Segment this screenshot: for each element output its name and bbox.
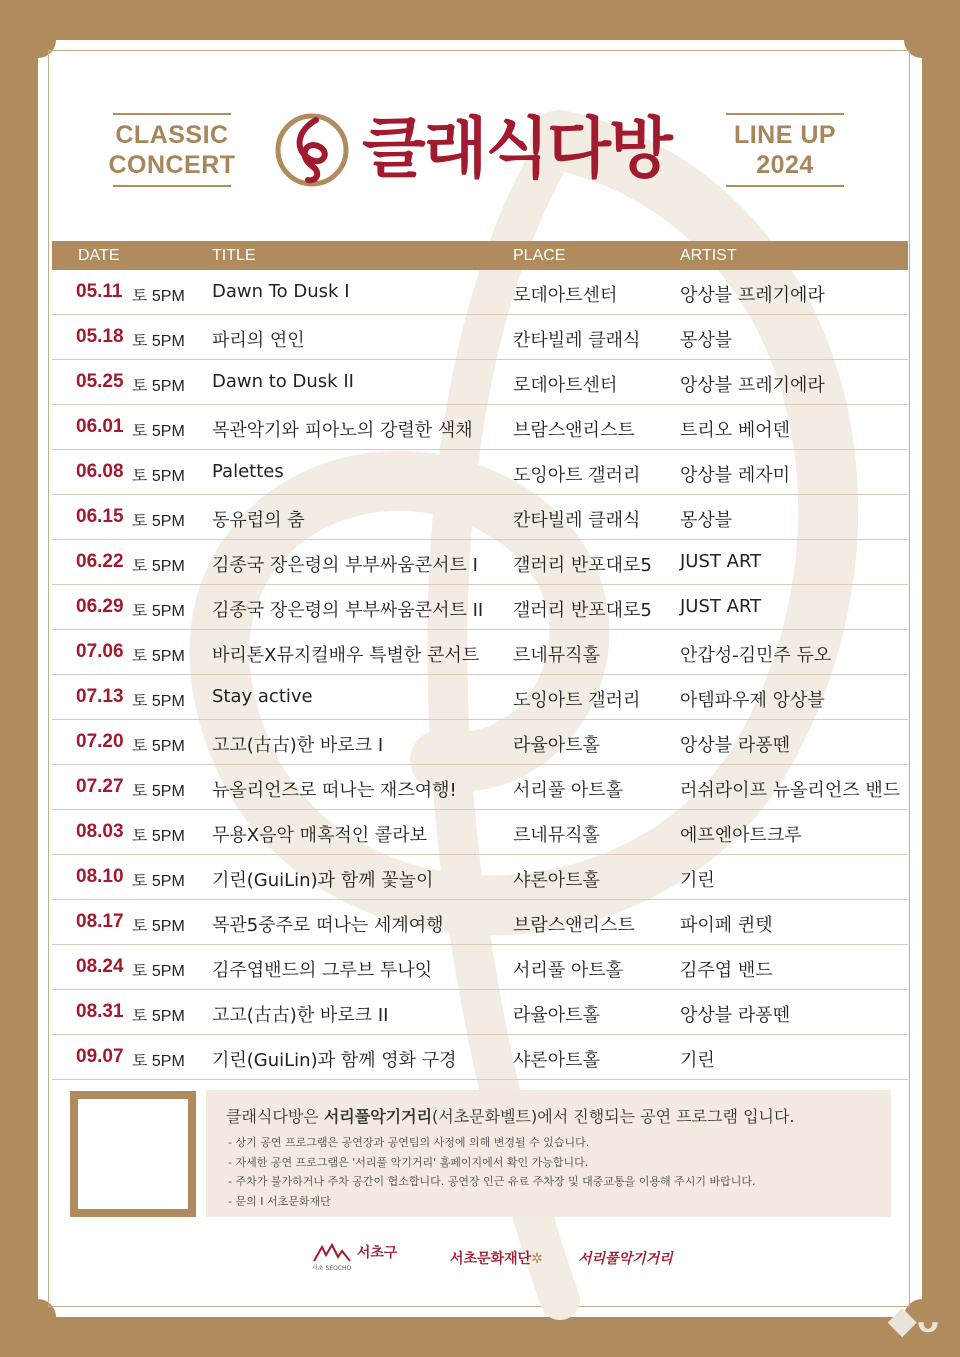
row-artist: 김주엽 밴드	[680, 960, 773, 981]
row-artist: 트리오 베어덴	[680, 420, 791, 441]
row-place: 르네뮤직홀	[513, 825, 600, 846]
seocho-sub: 서초 SEOCHO	[312, 1265, 352, 1272]
header-right-line1: LINE UP	[733, 121, 837, 149]
row-date: 08.10	[76, 866, 124, 887]
row-day: 토 5PM	[132, 423, 185, 440]
info-note: - 문의 I 서초문화재단	[228, 1194, 331, 1208]
col-date: DATE	[78, 247, 120, 264]
row-place: 칸타빌레 클래식	[513, 510, 641, 531]
row-day: 토 5PM	[132, 873, 185, 890]
row-title: 동유럽의 춤	[212, 510, 305, 531]
row-place: 도잉아트 갤러리	[513, 690, 641, 711]
table-row	[52, 360, 908, 405]
row-title: 기린(GuiLin)과 함께 영화 구경	[212, 1050, 457, 1071]
row-title: Stay active	[212, 686, 313, 707]
row-artist: 기린	[680, 870, 715, 891]
row-date: 07.27	[76, 776, 124, 797]
classic-concert-label	[108, 113, 236, 187]
row-day: 토 5PM	[132, 333, 185, 350]
row-place: 라율아트홀	[513, 1005, 600, 1026]
row-day: 토 5PM	[132, 558, 185, 575]
row-place: 르네뮤직홀	[513, 645, 600, 666]
row-date: 06.01	[76, 416, 124, 437]
row-artist: JUST ART	[680, 596, 762, 617]
row-date: 06.15	[76, 506, 124, 527]
sponsor-logos	[0, 1236, 960, 1276]
row-title: Dawn to Dusk II	[212, 371, 354, 392]
page-title: 클래식다방	[362, 110, 671, 187]
row-title: 김종국 장은령의 부부싸움콘서트 II	[212, 600, 484, 621]
row-title: 뉴올리언즈로 떠나는 재즈여행!	[212, 780, 457, 801]
row-artist: 러쉬라이프 뉴올리언즈 밴드	[680, 780, 901, 801]
row-day: 토 5PM	[132, 693, 185, 710]
row-day: 토 5PM	[132, 918, 185, 935]
row-artist: 파이페 퀸텟	[680, 915, 773, 936]
info-main-bold: 서리풀악기거리	[323, 1107, 433, 1126]
row-day: 토 5PM	[132, 828, 185, 845]
row-day: 토 5PM	[132, 783, 185, 800]
info-note: - 주차가 불가하거나 주차 공간이 협소합니다. 공연장 인근 유료 주차장 및 대중교통을 이용해 주시기 바랍니다.	[228, 1175, 756, 1188]
row-day: 토 5PM	[132, 1008, 185, 1025]
row-title: 기린(GuiLin)과 함께 꽃놀이	[212, 870, 434, 891]
qr-code-area	[78, 1099, 188, 1209]
street-logo	[578, 1248, 673, 1268]
table-row	[52, 855, 908, 900]
info-main-pre: 클래식다방은	[226, 1107, 324, 1126]
row-day: 토 5PM	[132, 738, 185, 755]
row-title: 목관악기와 피아노의 강렬한 색채	[212, 420, 473, 441]
street-name: 서리풀악기거리	[578, 1251, 673, 1267]
row-date: 07.06	[76, 641, 124, 662]
row-date: 05.11	[76, 281, 123, 302]
row-title: 무용X음악 매혹적인 콜라보	[212, 825, 428, 846]
row-artist: 아템파우제 앙상블	[680, 690, 825, 711]
table-row	[52, 585, 908, 630]
row-artist: 앙상블 프레기에라	[680, 375, 825, 396]
table-row	[52, 450, 908, 495]
schedule-table	[52, 241, 908, 1080]
table-row	[52, 1035, 908, 1080]
lineup-label	[726, 113, 844, 187]
info-box	[206, 1090, 891, 1217]
row-day: 토 5PM	[132, 963, 185, 980]
col-place: PLACE	[513, 247, 566, 264]
row-title: Palettes	[212, 461, 284, 482]
row-artist: 앙상블 레자미	[680, 465, 791, 486]
row-title: 파리의 연인	[212, 330, 305, 351]
table-row	[52, 900, 908, 945]
row-place: 브람스앤리스트	[513, 915, 635, 936]
row-artist: 기린	[680, 1050, 715, 1071]
row-place: 라율아트홀	[513, 735, 600, 756]
frame-corner	[904, 22, 940, 58]
table-row	[52, 315, 908, 360]
info-main-text	[226, 1104, 795, 1127]
row-title: 고고(古古)한 바로크 I	[212, 735, 384, 756]
publisher-watermark-icon: ◆ᴗ	[888, 1299, 940, 1340]
row-title: 바리톤X뮤지컬배우 특별한 콘서트	[212, 645, 480, 666]
header-left-line1: CLASSIC	[115, 121, 229, 149]
row-artist: 앙상블 라퐁뗀	[680, 735, 791, 756]
row-place: 칸타빌레 클래식	[513, 330, 641, 351]
info-note: - 상기 공연 프로그램은 공연장과 공연팀의 사정에 의해 변경될 수 있습니다.	[228, 1136, 590, 1149]
row-date: 08.17	[76, 911, 124, 932]
frame-corner	[20, 22, 56, 58]
row-date: 06.08	[76, 461, 124, 482]
row-place: 서리풀 아트홀	[513, 960, 624, 981]
row-date: 05.25	[76, 371, 124, 392]
row-date: 08.03	[76, 821, 124, 842]
row-artist: 에프엔아트크루	[680, 825, 802, 846]
seocho-mountain-icon	[312, 1243, 352, 1263]
info-main-post: (서초문화벨트)에서 진행되는 공연 프로그램 입니다.	[432, 1107, 795, 1126]
row-artist: 앙상블 프레기에라	[680, 285, 825, 306]
row-title: 김주엽밴드의 그루브 투나잇	[212, 960, 433, 981]
row-artist: JUST ART	[680, 551, 762, 572]
row-place: 로데아트센터	[513, 285, 618, 306]
row-place: 샤론아트홀	[513, 870, 600, 891]
table-row	[52, 990, 908, 1035]
treble-clef-logo-icon	[272, 108, 352, 188]
row-title: 김종국 장은령의 부부싸움콘서트 I	[212, 555, 478, 576]
row-date: 06.22	[76, 551, 124, 572]
row-artist: 안갑성-김민주 듀오	[680, 645, 832, 666]
row-date: 07.20	[76, 731, 124, 752]
row-date: 05.18	[76, 326, 124, 347]
star-icon: ✲	[531, 1251, 543, 1267]
row-artist: 앙상블 라퐁뗀	[680, 1005, 791, 1026]
header-left-line2: CONCERT	[108, 151, 236, 179]
foundation-name: 서초문화재단	[450, 1251, 532, 1267]
row-date: 08.24	[76, 956, 124, 977]
row-place: 브람스앤리스트	[513, 420, 635, 441]
row-date: 09.07	[76, 1046, 124, 1067]
col-artist: ARTIST	[680, 247, 737, 264]
qr-code[interactable]	[70, 1091, 196, 1217]
table-row	[52, 405, 908, 450]
row-place: 샤론아트홀	[513, 1050, 600, 1071]
row-place: 서리풀 아트홀	[513, 780, 624, 801]
table-row	[52, 765, 908, 810]
info-notes	[228, 1133, 755, 1211]
row-place: 도잉아트 갤러리	[513, 465, 641, 486]
row-day: 토 5PM	[132, 513, 185, 530]
row-title: 고고(古古)한 바로크 II	[212, 1005, 389, 1026]
table-row	[52, 270, 908, 315]
table-row	[52, 810, 908, 855]
row-artist: 몽상블	[680, 510, 733, 531]
row-date: 06.29	[76, 596, 124, 617]
row-date: 07.13	[76, 686, 124, 707]
table-row	[52, 630, 908, 675]
col-title: TITLE	[212, 247, 256, 264]
row-title: Dawn To Dusk I	[212, 281, 350, 302]
row-artist: 몽상블	[680, 330, 733, 351]
table-row	[52, 720, 908, 765]
info-note: - 자세한 공연 프로그램은 '서리풀 악기거리' 홈페이지에서 확인 가능합니다.	[228, 1155, 589, 1169]
table-header	[52, 241, 908, 270]
seocho-logo	[312, 1242, 397, 1272]
table-row	[52, 675, 908, 720]
frame-corner	[20, 1299, 56, 1335]
row-day: 토 5PM	[132, 1053, 185, 1070]
row-place: 갤러리 반포대로5	[513, 555, 652, 576]
row-day: 토 5PM	[132, 603, 185, 620]
table-row	[52, 495, 908, 540]
table-body	[52, 270, 908, 1080]
row-place: 로데아트센터	[513, 375, 618, 396]
row-day: 토 5PM	[132, 468, 185, 485]
table-row	[52, 540, 908, 585]
row-title: 목관5중주로 떠나는 세계여행	[212, 915, 444, 936]
row-place: 갤러리 반포대로5	[513, 600, 652, 621]
header-right-line2: 2024	[756, 151, 814, 179]
row-day: 토 5PM	[132, 648, 185, 665]
foundation-logo	[450, 1248, 543, 1268]
table-row	[52, 945, 908, 990]
seocho-name: 서초구	[356, 1245, 398, 1261]
row-date: 08.31	[76, 1001, 124, 1022]
row-day: 토 5PM	[132, 378, 185, 395]
row-day: 토 5PM	[132, 288, 185, 305]
